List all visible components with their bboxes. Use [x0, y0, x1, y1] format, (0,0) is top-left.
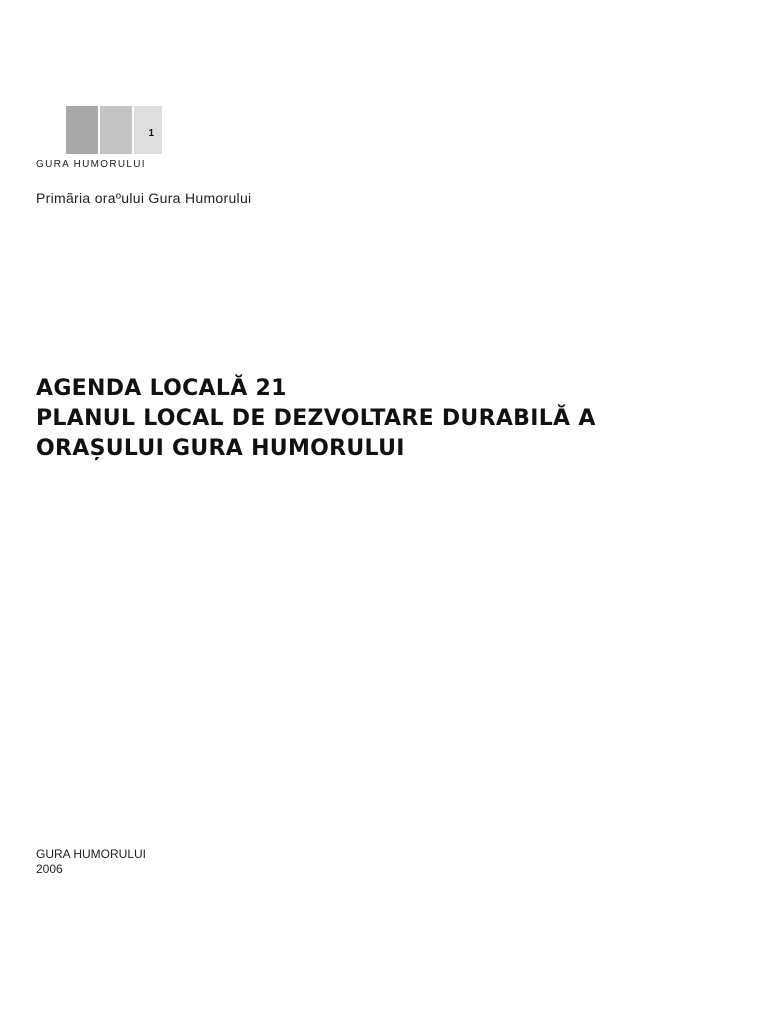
logo-blocks — [66, 106, 162, 154]
title-line-3: ORAȘULUI GURA HUMORULUI — [36, 436, 405, 461]
footer-year: 2006 — [36, 862, 63, 876]
logo-block-dark — [66, 106, 98, 154]
title-line-2: PLANUL LOCAL DE DEZVOLTARE DURABILĂ A — [36, 406, 596, 431]
logo-block-medium — [100, 106, 132, 154]
footer — [36, 847, 146, 877]
logo-caption: GURA HUMORULUI — [36, 159, 146, 170]
document-title — [36, 374, 736, 464]
issuer-text: Primãria oraºului Gura Humorului — [36, 190, 252, 206]
logo-number: 1 — [148, 128, 154, 139]
logo-block-light — [134, 106, 162, 154]
footer-place: GURA HUMORULUI — [36, 847, 147, 861]
title-line-1: AGENDA LOCALĂ 21 — [36, 376, 287, 401]
